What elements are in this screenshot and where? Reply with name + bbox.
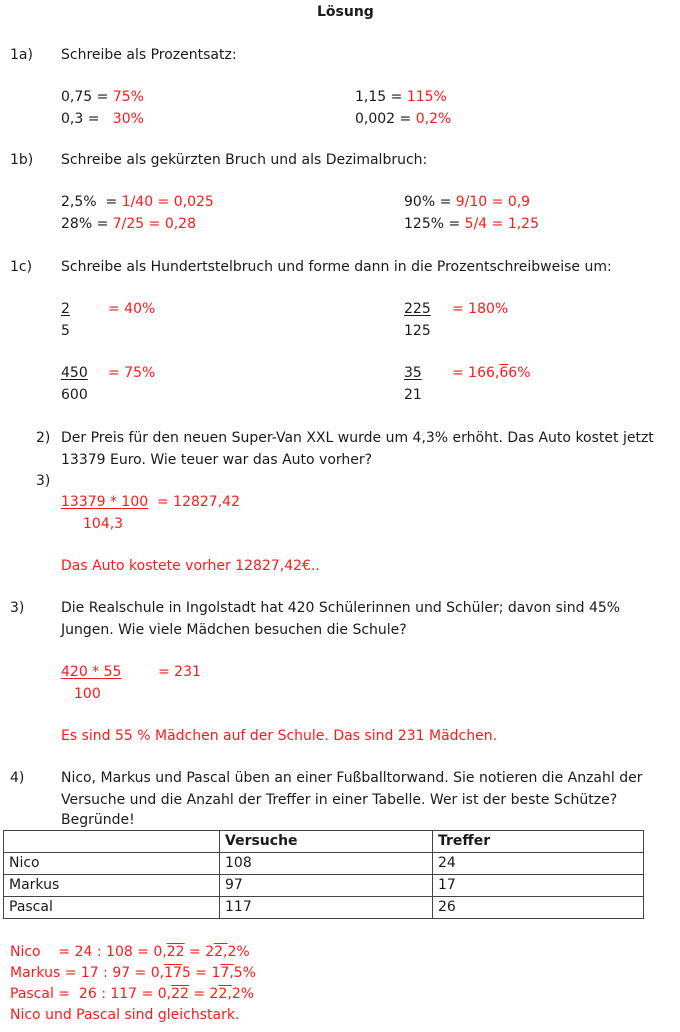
table-header-cell: Treffer (433, 831, 644, 853)
fraction-numerator: 225 (404, 301, 431, 317)
item-answer: 0,2% (415, 111, 452, 127)
table-cell-attempts: 97 (220, 875, 433, 897)
item-expression: 28% = (61, 216, 113, 232)
solution-line-markus (10, 962, 256, 984)
task-1b-item-2 (61, 213, 196, 235)
task-1a-item-1 (61, 86, 144, 108)
item-expression: 0,75 = (61, 89, 113, 105)
item-answer: 75% (112, 89, 144, 105)
task-2-question-line-2: 13379 Euro. Wie teuer war das Auto vorher? (61, 452, 373, 468)
solution-part: = 2 (184, 944, 215, 960)
solution-part: 5% (233, 965, 256, 981)
solution-line-pascal (10, 983, 254, 1005)
task-4-number: 4) (10, 770, 25, 786)
task-3-answer: Es sind 55 % Mädchen auf der Schule. Das sind 231 Mädchen. (61, 728, 498, 744)
task-1a-item-4 (355, 108, 451, 130)
task-2-calc-denominator: 104,3 (83, 516, 124, 532)
fraction-denominator: 600 (61, 387, 88, 403)
task-4-question-line-3: Begründe! (61, 812, 135, 828)
item-answer: 30% (112, 111, 144, 127)
item-expression: 1,15 = (355, 89, 407, 105)
task-2-calc-result: = 12827,42 (157, 494, 240, 510)
task-1c-number: 1c) (10, 259, 33, 275)
table-cell-attempts: 108 (220, 853, 433, 875)
task-3-question-line-2: Jungen. Wie viele Mädchen besuchen die Schule? (61, 622, 407, 638)
task-1a-item-3 (355, 86, 447, 108)
table-row (4, 875, 644, 897)
item-answer: 9/10 = 0,9 (455, 194, 531, 210)
task-1c-prompt: Schreibe als Hundertstelbruch und forme dann in die Prozentschreibweise um: (61, 259, 612, 275)
fraction-answer: = 40% (108, 301, 156, 317)
solution-part: 2% (231, 986, 255, 1002)
fraction-answer (452, 362, 531, 384)
table-header-row (4, 831, 644, 853)
results-table (3, 830, 644, 919)
task-2-answer: Das Auto kostete vorher 12827,42€.. (61, 558, 320, 574)
task-1b-prompt: Schreibe als gekürzten Bruch und als Dezimalbruch: (61, 152, 428, 168)
repeating-digits: 22 (171, 986, 189, 1002)
fraction-denominator: 125 (404, 323, 431, 339)
fraction-numerator: 2 (61, 301, 70, 317)
table-header-cell: Versuche (220, 831, 433, 853)
task-2-question-line-1: Der Preis für den neuen Super-Van XXL wurde um 4,3% erhöht. Das Auto kostet jetzt (61, 430, 654, 446)
item-answer: 1/40 = 0,025 (121, 194, 214, 210)
task-2-extra-number: 3) (36, 473, 51, 489)
solution-part: 5 = 1 (181, 965, 221, 981)
fraction-denominator: 21 (404, 387, 422, 403)
task-3-calc-denominator: 100 (74, 686, 101, 702)
solution-line-nico (10, 941, 250, 963)
task-1b-item-1 (61, 191, 214, 213)
task-3-question-line-1: Die Realschule in Ingolstadt hat 420 Schülerinnen und Schüler; davon sind 45% (61, 600, 621, 616)
table-cell-name: Markus (4, 875, 220, 897)
task-4-question-line-1: Nico, Markus und Pascal üben an einer Fußballtorwand. Sie notieren die Anzahl der (61, 770, 643, 786)
repeating-digits: 2, (218, 986, 232, 1002)
table-cell-hits: 17 (433, 875, 644, 897)
repeating-digits: 17 (164, 965, 182, 981)
item-expression: 2,5% = (61, 194, 122, 210)
repeating-digits: 7, (220, 965, 234, 981)
task-4-question-line-2: Versuche und die Anzahl der Treffer in einer Tabelle. Wer ist der beste Schütze? (61, 792, 618, 808)
table-row (4, 853, 644, 875)
table-cell-hits: 24 (433, 853, 644, 875)
table-cell-name: Nico (4, 853, 220, 875)
task-1a-prompt: Schreibe als Prozentsatz: (61, 47, 237, 63)
table-cell-hits: 26 (433, 897, 644, 919)
item-expression: 125% = (404, 216, 465, 232)
task-1b-item-4 (404, 213, 539, 235)
task-3-number: 3) (10, 600, 25, 616)
task-2-number: 2) (36, 430, 51, 446)
item-answer: 115% (406, 89, 447, 105)
task-1a-item-2 (61, 108, 144, 130)
repeating-digits: 2, (214, 944, 228, 960)
solution-part: = 2 (188, 986, 219, 1002)
table-row (4, 897, 644, 919)
fraction-denominator: 5 (61, 323, 70, 339)
task-1b-number: 1b) (10, 152, 34, 168)
task-3-calc-numerator: 420 * 55 (61, 664, 122, 680)
task-3-calc-result: = 231 (158, 664, 201, 680)
repeating-digit: 6 (499, 365, 509, 381)
fraction-answer: = 75% (108, 365, 156, 381)
solution-part: Markus = 17 : 97 = 0, (10, 965, 165, 981)
page-title: Lösung (317, 4, 374, 20)
solution-part: Pascal = 26 : 117 = 0, (10, 986, 172, 1002)
task-1a-number: 1a) (10, 47, 33, 63)
table-cell-attempts: 117 (220, 897, 433, 919)
table-cell-name: Pascal (4, 897, 220, 919)
item-answer: 7/25 = 0,28 (112, 216, 196, 232)
fraction-answer: = 180% (452, 301, 509, 317)
solution-part: 2% (227, 944, 250, 960)
solution-part: Nico = 24 : 108 = 0, (10, 944, 167, 960)
answer-part: 6% (508, 365, 531, 381)
item-expression: 90% = (404, 194, 456, 210)
fraction-numerator: 450 (61, 365, 88, 381)
item-expression: 0,3 = (61, 111, 113, 127)
answer-part: = 166, (452, 365, 500, 381)
task-4-conclusion: Nico und Pascal sind gleichstark. (10, 1007, 240, 1023)
item-answer: 5/4 = 1,25 (464, 216, 539, 232)
repeating-digits: 22 (166, 944, 185, 960)
table-header-cell (4, 831, 220, 853)
task-2-calc-numerator: 13379 * 100 (61, 494, 149, 510)
fraction-numerator: 35 (404, 365, 422, 381)
item-expression: 0,002 = (355, 111, 416, 127)
task-1b-item-3 (404, 191, 530, 213)
